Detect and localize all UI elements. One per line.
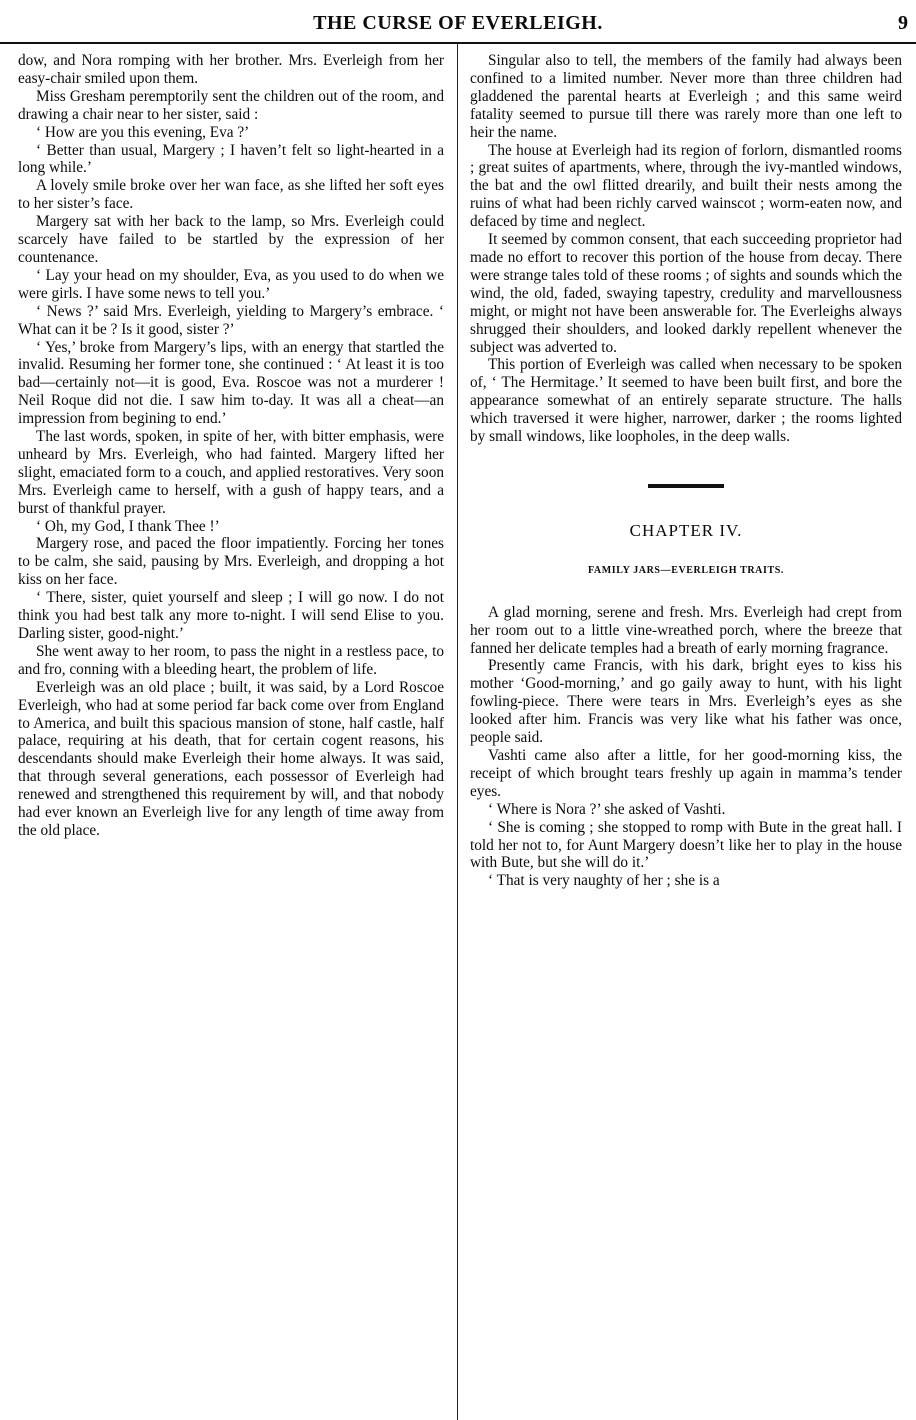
paragraph: Everleigh was an old place ; built, it was said, by a Lord Roscoe Everleigh, who had at some period far back come over from England to America, and built this spacious mansion of stone, half castle, half palace, requiring at his death, that for certain cogent reasons, his descendants should make Everleigh their home always. It was said, that through several generations, each possessor of Everleigh had renewed and strengthened this requirement by will, and that nobody had ever known an Everleigh live for any length of time away from the old place. (18, 678, 444, 839)
paragraph: ‘ Lay your head on my shoulder, Eva, as you used to do when we were girls. I have some news to tell you.’ (18, 266, 444, 302)
paragraph: ‘ How are you this evening, Eva ?’ (36, 123, 250, 141)
paragraph: Margery sat with her back to the lamp, so Mrs. Everleigh could scarcely have failed to be startled by the expression of her countenance. (18, 213, 444, 266)
paragraph: Vashti came also after a little, for her good-morning kiss, the receipt of which brought tears freshly up again in mamma’s tender eyes. (470, 747, 902, 800)
chapter-heading: CHAPTER IV. (629, 520, 743, 540)
paragraph: ‘ News ?’ said Mrs. Everleigh, yielding to Margery’s embrace. ‘ What can it be ? Is it good, sister ?’ (18, 302, 444, 338)
paragraph: Presently came Francis, with his dark, bright eyes to kiss his mother ‘Good-morning,’ and go gaily away to hunt, with his light fowling-piece. There were tears in Mrs. Everleigh’s eyes as she looked after him. Francis was very like what his father was once, people said. (470, 657, 902, 747)
paragraph: The last words, spoken, in spite of her, with bitter emphasis, were unheard by Mrs. Everleigh, who had fainted. Margery lifted her slight, emaciated form to a couch, and applied restoratives. Very soon Mrs. Everleigh came to herself, with a gush of happy tears, and a burst of thankful prayer. (18, 428, 444, 517)
left-column (18, 52, 444, 1414)
running-title: THE CURSE OF EVERLEIGH. (313, 12, 603, 34)
paragraph: A glad morning, serene and fresh. Mrs. Everleigh had crept from her room out to a little vine-wreathed porch, where the breeze that fanned her delicate temples had a breath of early morning fragrance. (470, 603, 902, 657)
paragraph: ‘ That is very naughty of her ; she is a (488, 872, 720, 890)
paragraph: ‘ Where is Nora ?’ she asked of Vashti. (488, 800, 726, 818)
paragraph: The house at Everleigh had its region of forlorn, dismantled rooms ; great suites of apartments, where, through the ivy-mantled windows, the bat and the owl flitted drearily, and built their nests among the ruins of what had been richly carved wainscot ; worm-eaten now, and defaced by time and neglect. (470, 141, 902, 231)
paragraph: She went away to her room, to pass the night in a restless pace, to and fro, conning with a bleeding heart, the problem of life. (18, 642, 444, 678)
paragraph: ‘ Yes,’ broke from Margery’s lips, with an energy that startled the invalid. Resuming her former tone, she continued : ‘ At least it is too bad—certainly not—it is good, Eva. Roscoe was not a murderer ! Neil Roque did not die. I saw him to-day. It was all a cheat—an impression from begining to end.’ (18, 338, 444, 428)
paragraph: ‘ Oh, my God, I thank Thee !’ (36, 517, 220, 535)
chapter-subtitle: FAMILY JARS—EVERLEIGH TRAITS. (587, 564, 785, 576)
paragraph: A lovely smile broke over her wan face, as she lifted her soft eyes to her sister’s face. (18, 177, 444, 213)
column-divider (457, 44, 458, 1420)
paragraph: This portion of Everleigh was called when necessary to be spoken of, ‘ The Hermitage.’ It seemed to have been built first, and bore the appearance somewhat of an entirely separate structure. The halls which traversed it were higher, narrower, darker ; the rooms lighted by small windows, like loopholes, in the deep walls. (470, 356, 902, 446)
page-header (0, 0, 916, 44)
paragraph: Singular also to tell, the members of the family had always been confined to a limited number. Never more than three children had gladdened the parental hearts at Everleigh ; and this same weird fatality seemed to pursue till there was rarely more than one left to heir the name. (470, 52, 902, 141)
paragraph: ‘ There, sister, quiet yourself and sleep ; I will go now. I do not think you had best talk any more to-night. I will send Elise to you. Darling sister, good-night.’ (18, 589, 444, 642)
right-column (470, 52, 902, 1414)
paragraph: ‘ Better than usual, Margery ; I haven’t felt so light-hearted in a long while.’ (18, 141, 444, 177)
paragraph: It seemed by common consent, that each succeeding proprietor had made no effort to recover this portion of the house from decay. There were strange tales told of these rooms ; of sights and sounds which the wind, the old, faded, swaying tapestry, credulity and marvellousness might, or might not have been answerable for. The Everleighs always shrugged their shoulders, and looked darkly repellent whenever the subject was adverted to. (470, 231, 902, 356)
paragraph: ‘ She is coming ; she stopped to romp with Bute in the great hall. I told her not to, for Aunt Margery doesn’t like her to play in the house with Bute, but she will do it.’ (470, 818, 902, 872)
paragraph: dow, and Nora romping with her brother. Mrs. Everleigh from her easy-chair smiled upon them. (18, 52, 444, 87)
paragraph: Miss Gresham peremptorily sent the children out of the room, and drawing a chair near to her sister, said : (18, 87, 444, 123)
paragraph: Margery rose, and paced the floor impatiently. Forcing her tones to be calm, she said, pausing by Mrs. Everleigh, and dropping a hot kiss on her face. (18, 535, 444, 589)
section-rule (648, 484, 724, 488)
page-number: 9 (898, 12, 908, 34)
